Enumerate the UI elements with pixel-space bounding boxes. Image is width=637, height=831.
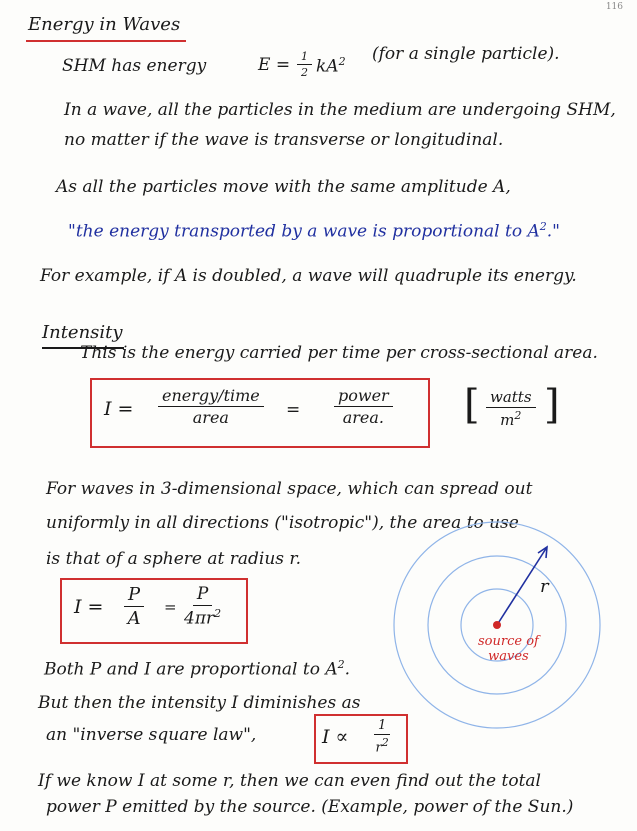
units-bracket-right: ]: [544, 382, 560, 428]
units-numerator: watts: [486, 388, 536, 408]
four-pi-r: 4πr: [184, 608, 215, 629]
half-denominator: 2: [301, 66, 308, 79]
intensity-heading: Intensity: [42, 322, 123, 343]
one-over-r2-fraction: [374, 718, 390, 755]
units-denominator-m: m: [500, 411, 515, 429]
source-label-line1: source of: [478, 634, 539, 649]
P-numerator: P: [124, 584, 144, 607]
wave-para-line2: no matter if the wave is transverse or longitudinal.: [64, 130, 504, 150]
one-numerator: 1: [374, 718, 390, 735]
shm-prefix: SHM has energy: [62, 56, 207, 76]
energy-formula-lhs: E =: [258, 55, 291, 75]
inverse-line1: But then the intensity I diminishes as: [38, 693, 361, 713]
closing-line1: If we know I at some r, then we can even find out the total: [38, 771, 541, 791]
amplitude-line: As all the particles move with the same amplitude A,: [56, 177, 511, 197]
area-denominator-2: area.: [342, 408, 384, 427]
radius-arrow-head: [538, 547, 547, 558]
inverse-formula-lhs: I ∝: [322, 726, 349, 748]
page-number: 116: [605, 2, 623, 12]
energy-time-numerator: energy/time: [158, 386, 264, 407]
shm-note: (for a single particle).: [372, 44, 560, 64]
source-label-line2: waves: [488, 649, 529, 664]
page-title: Energy in Waves: [28, 14, 181, 35]
energy-quote-exponent: 2: [539, 220, 547, 233]
energy-formula-exponent: 2: [338, 55, 346, 68]
A-denominator: A: [127, 608, 141, 629]
energy-formula-kA: kA: [316, 56, 339, 77]
four-pi-r-exp: 2: [214, 607, 222, 620]
example-line: For example, if A is doubled, a wave will quadruple its energy.: [40, 266, 577, 286]
closing-line2: power P emitted by the source. (Example, power of the Sun.): [46, 797, 574, 817]
inverse-line2: an "inverse square law",: [46, 725, 257, 745]
sphere-formula-I: I =: [74, 596, 104, 618]
intensity-formula-I: I =: [104, 398, 134, 420]
source-point: [493, 621, 501, 629]
intensity-equals: =: [286, 400, 301, 420]
r-denominator-exp: 2: [381, 736, 389, 749]
proportional-line: [44, 654, 350, 681]
energy-quote-end: .": [546, 221, 560, 242]
three-d-line2: uniformly in all directions ("isotropic"), the area to use: [46, 513, 519, 533]
units-bracket-left: [: [464, 382, 480, 428]
proportional-text: Both P and I are proportional to A: [44, 659, 338, 680]
intensity-definition: This is the energy carried per time per cross-sectional area.: [80, 343, 598, 363]
three-d-line3: is that of a sphere at radius r.: [46, 549, 302, 569]
wave-para-line1: In a wave, all the particles in the medium are undergoing SHM,: [64, 100, 616, 120]
area-denominator: area: [192, 408, 229, 427]
r-denominator: r: [375, 740, 382, 756]
proportional-exponent: 2: [337, 658, 345, 671]
sphere-formula-equals: =: [164, 598, 177, 616]
radius-label: r: [540, 576, 549, 597]
source-label: [478, 634, 539, 664]
power-numerator: power: [334, 386, 393, 407]
r2-denominator: [376, 735, 389, 755]
half-numerator: 1: [297, 50, 312, 65]
three-d-line1: For waves in 3-dimensional space, which can spread out: [46, 479, 533, 499]
units-denominator-exp: 2: [514, 409, 522, 422]
proportional-end: .: [344, 659, 351, 680]
energy-quote-text: "the energy transported by a wave is proportional to A: [68, 221, 540, 242]
P-numerator-2: P: [193, 584, 212, 606]
